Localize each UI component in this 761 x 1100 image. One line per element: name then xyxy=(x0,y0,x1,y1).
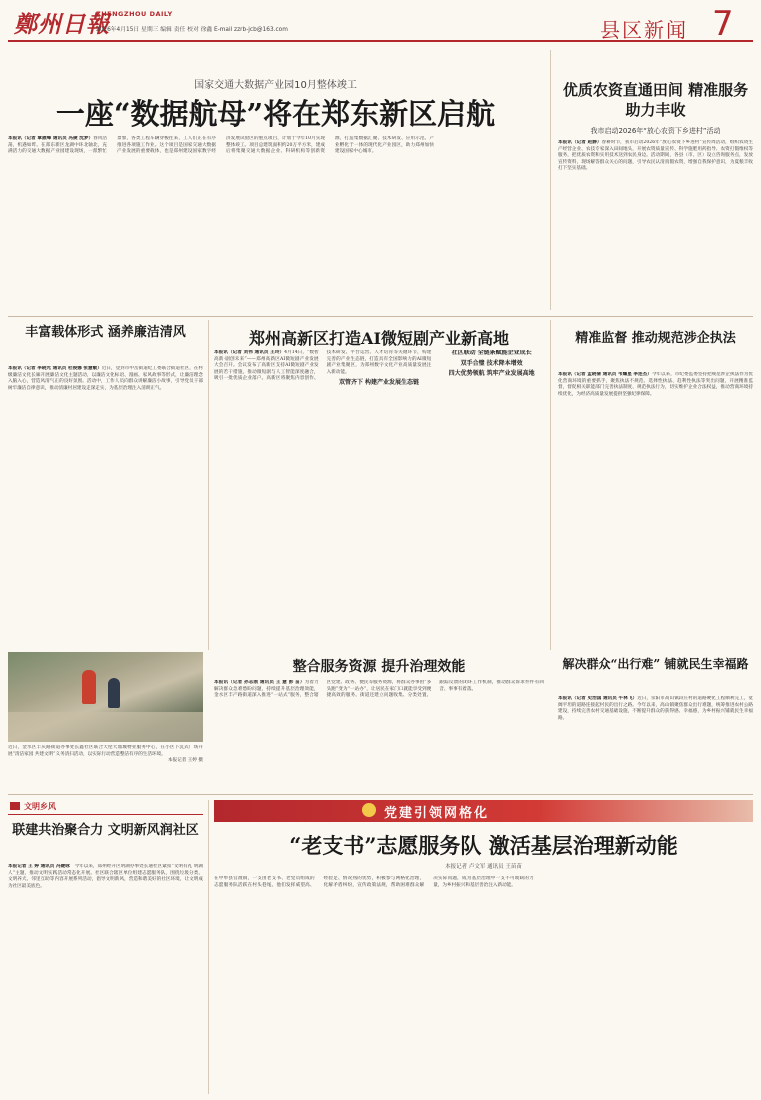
section-rule xyxy=(8,316,753,317)
article-title: 一座“数据航母”将在郑东新区启航 xyxy=(55,97,496,131)
article-body xyxy=(558,140,753,312)
article-byline: 本报讯（记者 李晓光 通讯员 杜俊娜 张慧敏） xyxy=(8,366,102,371)
article-enforcement-supervision xyxy=(558,330,753,650)
article-title: 解决群众“出行难” 铺就民生幸福路 xyxy=(562,657,749,671)
article-subheading: 社区联动 全链条赋能企业成长 xyxy=(451,350,532,356)
article-text: 春风浩荡，机遇如昨。在郑东新区龙湖中环北轴北，充满活力的交通大数据产业园建设现场，一派繁忙景象，各类工程车辆穿梭往来，工人们正在有序推进各项施工作业。这个项目是国家交通大数据产业发展的重要载体，也是郑州建设国家数字经济发展试验区的重点项目，计划于今年10月实现整体竣工。项目总建筑面积约20万平方米，建成后将集聚交通大数据企业、科研机构等创新资源，打造集数据汇聚、技术研发、应用示范、产业孵化于一体的现代化产业园区，助力郑州加快建设国家中心城市。 xyxy=(8,136,434,155)
article-title: 精准监督 推动规范涉企执法 xyxy=(575,331,736,346)
article-byline: 本报讯（记者 覃崴峰 通讯员 冯捷 沈梦） xyxy=(8,136,94,141)
article-text: 4月14日，“数智高新·剧创未来”——郑州高新区AI微短剧产业发展大会召开。会议发布了高新区支持AI微短剧产业发展的若干措施，推动微短剧与人工智能深度融合，吸引一批优质企业落户。高新区将聚焦内容创作、技术研发、平台运营、人才培育等关键环节，构建完善的产业生态链，打造具有全国影响力的AI微短剧产业集聚区，为郑州数字文化产业高质量发展注入新动能。 xyxy=(214,350,432,382)
party-banner xyxy=(214,800,753,822)
article-byline: 本报记者 卢文军 通讯员 王苗苗 xyxy=(445,864,522,870)
section-rule xyxy=(8,794,753,795)
photo-ground xyxy=(8,712,203,742)
masthead xyxy=(0,0,761,60)
article-title: “老支书”志愿服务队 激活基层治理新动能 xyxy=(289,833,678,858)
photo-credit: 本报记者 王婷 摄 xyxy=(167,758,203,764)
masthead-pinyin: ZHENGZHOU DAILY xyxy=(96,10,173,18)
article-body xyxy=(8,864,203,1092)
article-byline: 本报记者 王 婷 通讯员 冯婕咏 xyxy=(8,864,70,869)
photo-figure xyxy=(82,670,96,704)
article-subheading: 四大优势领航 筑牢产业发展高地 xyxy=(448,370,535,378)
article-body xyxy=(8,136,543,306)
article-title: 整合服务资源 提升治理效能 xyxy=(292,659,466,675)
photo-caption-text: 近日，金水区丰庆路街道办事处长鑫社区联合天伦大鼎城物业服务中心，在小区下沉式广场开展“清洁家园 共建文明”义务清扫活动，以实际行动营造整洁有序的生活环境。 xyxy=(8,745,203,757)
photo-figure xyxy=(108,678,120,708)
article-civilized-community xyxy=(8,800,203,1094)
article-kicker: 文明乡风 xyxy=(24,802,56,811)
article-subheading: 双手合璧 技术降本增效 xyxy=(460,359,523,367)
masthead-logo: 鄭州日報 xyxy=(14,11,110,38)
article-body xyxy=(214,680,544,788)
article-kicker: 国家交通大数据产业园10月整体竣工 xyxy=(194,80,357,91)
article-old-secretary-volunteers xyxy=(214,800,753,1094)
column-divider xyxy=(550,320,551,650)
article-service-integration xyxy=(214,656,544,790)
column-divider xyxy=(208,800,209,1094)
article-title: 丰富载体形式 涵养廉洁清风 xyxy=(25,325,186,340)
photo-caption xyxy=(8,745,203,787)
flag-icon xyxy=(10,802,20,810)
article-title: 联建共治聚合力 文明新风润社区 xyxy=(12,823,199,838)
article-subtitle: 我市启动2026年“放心农资下乡进村”活动 xyxy=(590,127,721,135)
article-title: 优质农资直通田间 精准服务助力丰收 xyxy=(562,81,749,119)
article-text: 在中牟县官渡镇，一支由老支书、老党员组成的志愿服务队活跃在村头巷尾。他们发挥威望高、经验足、情况熟的优势，积极参与网格化治理，化解矛盾纠纷，宣传政策法规，帮助困难群众解决实际问题，成为基层治理中一支不可或缺的力量，为乡村振兴和基层善治注入新动能。 xyxy=(214,876,534,888)
article-body xyxy=(214,350,544,642)
article-title: 郑州高新区打造AI微短剧产业新高地 xyxy=(249,329,509,348)
article-agri-supplies xyxy=(558,80,753,312)
column-divider xyxy=(208,320,209,650)
masthead-info-line: 2026年4月15日 星期三 编辑 责任 校对 徐鑫 E-mail zzrb-jcb@163.com xyxy=(96,27,288,33)
party-emblem-icon xyxy=(362,803,376,817)
article-byline: 本报讯（记者 孙志刚 通讯员 王 慧 彭 苗） xyxy=(214,680,305,685)
article-body xyxy=(558,696,753,788)
article-ai-short-drama xyxy=(214,326,544,646)
article-text: 近日，荥阳市高山镇段庄村的道路硬化工程顺利完工，宽阔平坦的道路连接起村民的出行之路。今年以来，高山镇聚焦群众出行难题，统筹推进农村公路建设，持续完善农村交通基础设施，不断提升群众的获得感、幸福感，为乡村振兴铺就民生幸福路。 xyxy=(558,696,753,721)
article-byline: 本报讯（记者 赵静） xyxy=(558,140,602,145)
news-photo xyxy=(8,652,203,742)
article-kicker: 党建引领网格化 xyxy=(384,806,490,821)
article-body xyxy=(558,372,753,648)
section-kicker-bar xyxy=(8,800,203,815)
article-data-carrier xyxy=(8,76,543,308)
article-body xyxy=(214,876,753,1092)
article-subheading: 双管齐下 构建产业发展生态链 xyxy=(338,379,420,387)
article-byline: 本报讯（记者 孟晓倩 通讯员 韦耀星 李连杰） xyxy=(558,372,652,377)
section-title: 县区新闻 xyxy=(600,18,688,42)
article-text: 今年以来，郑州经开区明湖办事处长通社区紧扣“文明有礼 明湖人”主题，推动文明实践活动常态化开展。社区联合辖区单位组建志愿服务队，围绕垃圾分类、文明养犬、邻里互助等内容开展系列活动，倡导文明新风，营造和谐美好的社区环境，让文明成为社区最美底色。 xyxy=(8,864,203,889)
article-byline: 本报讯（记者 史治国 通讯员 牛林飞） xyxy=(558,696,638,701)
article-byline: 本报讯（记者 刘伟 通讯员 王玲） xyxy=(214,350,285,355)
masthead-rule xyxy=(8,40,753,42)
article-text: 为着力解决群众急难愁盼问题，持续提升基层治理效能，金水区丰产路街道深入推进“一站式”服务，整合辖区党建、政务、便民等服务资源，将群众办事由“多头跑”变为“一站办”，让居民在家门口就能享受到便捷高效的服务。街道还建立问题收集、分类处置、跟踪反馈的闭环工作机制，推动群众诉求件件有回音、事事有着落。 xyxy=(214,680,544,699)
page-number: 7 xyxy=(712,4,734,44)
article-rural-roads xyxy=(558,656,753,790)
column-divider xyxy=(550,50,551,310)
article-text: 今年以来，市纪委监委坚持把规范涉企执法作为优化营商环境的重要抓手，聚焦执法不规范、选择性执法、趋利性执法等突出问题，开展精准监督，督促相关职能部门完善执法制度、规范执法行为，切实维护企业合法权益，推动营商环境持续优化，为经济高质量发展提供坚强纪律保障。 xyxy=(558,372,753,397)
article-integrity-culture xyxy=(8,324,203,644)
article-body xyxy=(8,366,203,642)
article-text: 春耕时节，我市启动2026年“放心农资下乡进村”宣传周活动，组织农资生产经营企业、农技专家深入田间地头，开展农资质量宣传、科学施肥用药指导、农资打假维权等服务，把优质农资和实用技术送到农民身边。活动期间，各县（市、区）设立咨询服务点，发放宣传资料，现场解答群众关心的问题，引导农民认清真假农资，增强自我保护意识，为夏粮丰收打下坚实基础。 xyxy=(558,140,753,172)
article-text: 近日，登封市中岳街道纪工委联合街道社区，在村级廉洁文化长廊开展廉洁文化主题活动，以廉洁文化标语、漫画、家风故事等形式，让廉洁理念入脑入心，营造风清气正的良好氛围。活动中，工作人员向群众讲解廉洁小故事，引导党员干部树牢廉洁自律意识，推动清廉村居建设走深走实，为基层治理注入清朗正气。 xyxy=(8,366,203,391)
